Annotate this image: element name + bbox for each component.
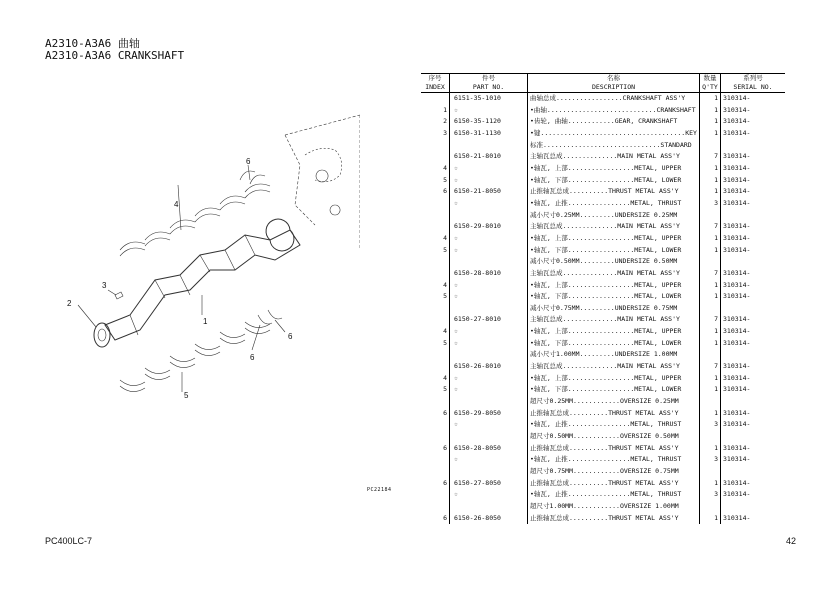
row-serial: 310314- [723,268,751,277]
row-part-no: ☆ [450,245,528,257]
row-qty: 1 [700,280,721,292]
row-index: 6 [421,513,450,525]
col-serial-cn: 系列号 [721,74,786,84]
table-row [421,233,785,245]
table-row [421,466,785,478]
table-row [421,373,785,385]
row-description: •键.....................................KEY [528,128,700,140]
row-index [421,151,450,163]
table-row [421,408,785,420]
row-description: 超尺寸0.50MM............OVERSIZE 0.50MM [528,431,700,443]
table-row [421,454,785,466]
table-row [421,128,785,140]
row-index [421,431,450,443]
row-qty: 1 [700,116,721,128]
row-serial: 310314- [723,292,751,301]
row-qty: 1 [700,175,721,187]
row-qty: 1 [700,163,721,175]
row-serial: 310314- [723,128,751,137]
table-row [421,303,785,315]
row-index [421,210,450,222]
row-part-no: ☆ [450,280,528,292]
row-description: •轴瓦, 止推................METAL, THRUST [528,419,700,431]
table-row [421,478,785,490]
row-description: 减小尺寸0.50MM.........UNDERSIZE 0.50MM [528,256,700,268]
row-qty [700,431,721,443]
row-index: 4 [421,326,450,338]
parts-table [421,73,785,524]
row-serial: 310314- [723,233,751,242]
row-serial: 310314- [723,373,751,382]
row-part-no: 6150-21-8050 [450,186,528,198]
row-description: 减小尺寸1.00MM.........UNDERSIZE 1.00MM [528,349,700,361]
row-serial: 310314- [723,327,751,336]
row-qty: 1 [700,384,721,396]
row-description: •轴瓦, 下部.................METAL, LOWER [528,291,700,303]
row-part-no: 6150-27-8010 [450,314,528,326]
table-row [421,186,785,198]
table-row [421,361,785,373]
row-index [421,198,450,210]
row-qty: 7 [700,151,721,163]
row-serial: 310314- [723,443,751,452]
row-qty: 1 [700,128,721,140]
row-part-no: ☆ [450,105,528,117]
row-serial: 310314- [723,152,751,161]
row-description: •轴瓦, 下部.................METAL, LOWER [528,245,700,257]
table-row [421,256,785,268]
row-index [421,140,450,152]
row-description: •曲轴............................CRANKSHAFT [528,105,700,117]
row-serial: 310314- [723,478,751,487]
row-description: •轴瓦, 下部.................METAL, LOWER [528,384,700,396]
row-part-no: ☆ [450,373,528,385]
key [115,292,123,299]
row-part-no [450,349,528,361]
row-description: •轴瓦, 上部.................METAL, UPPER [528,233,700,245]
table-row [421,268,785,280]
callout-1: 1 [203,317,208,326]
lower-metals [120,322,270,392]
callout-3: 3 [102,281,107,290]
row-serial: 310314- [723,245,751,254]
page-title-cn: A2310-A3A6 曲轴 [45,37,140,50]
row-index: 6 [421,478,450,490]
row-serial: 310314- [723,105,751,114]
thrust-metals-upper [240,171,265,184]
crankshaft-exploded-diagram [60,110,360,410]
row-qty [700,349,721,361]
col-serial-en: SERIAL NO. [721,83,786,93]
table-row [421,338,785,350]
table-row [421,291,785,303]
row-index [421,93,450,105]
row-part-no: 6150-28-8010 [450,268,528,280]
row-index [421,466,450,478]
col-desc-en: DESCRIPTION [528,83,700,93]
table-row [421,384,785,396]
row-serial [721,349,786,361]
row-description: 止推轴瓦总成..........THRUST METAL ASS'Y [528,186,700,198]
table-row [421,105,785,117]
callout-2: 2 [67,299,72,308]
row-part-no [450,303,528,315]
row-description: 曲轴总成.................CRANKSHAFT ASS'Y [528,93,700,105]
row-qty: 3 [700,419,721,431]
row-description: 主轴瓦总成..............MAIN METAL ASS'Y [528,151,700,163]
row-index: 6 [421,186,450,198]
row-index: 5 [421,338,450,350]
row-qty: 7 [700,221,721,233]
row-index: 6 [421,443,450,455]
row-qty [700,256,721,268]
row-description: •轴瓦, 上部.................METAL, UPPER [528,326,700,338]
row-serial [721,303,786,315]
upper-metals [120,184,270,256]
thrust-metals-lower [258,310,282,324]
table-row [421,140,785,152]
table-row [421,163,785,175]
table-row [421,221,785,233]
row-part-no: ☆ [450,338,528,350]
row-index [421,256,450,268]
row-serial: 310314- [723,94,751,102]
row-index: 4 [421,163,450,175]
row-part-no [450,431,528,443]
row-part-no: ☆ [450,419,528,431]
table-row [421,245,785,257]
table-row [421,443,785,455]
row-description: •轴瓦, 上部.................METAL, UPPER [528,373,700,385]
table-row [421,151,785,163]
col-index-en: INDEX [421,83,450,93]
row-part-no [450,256,528,268]
col-partno-en: PART NO. [450,83,528,93]
page-title-en: A2310-A3A6 CRANKSHAFT [45,49,185,62]
row-serial [721,140,786,152]
col-index-cn: 序号 [421,74,450,84]
table-row [421,349,785,361]
row-part-no: ☆ [450,489,528,501]
row-index: 2 [421,116,450,128]
row-index: 1 [421,105,450,117]
row-qty [700,466,721,478]
table-row [421,210,785,222]
row-part-no: 6150-29-8050 [450,408,528,420]
row-description: 止推轴瓦总成..........THRUST METAL ASS'Y [528,513,700,525]
row-serial: 310314- [723,385,751,394]
callout-5: 5 [184,391,189,400]
row-part-no [450,501,528,513]
row-qty: 1 [700,233,721,245]
row-index: 5 [421,245,450,257]
row-index [421,501,450,513]
row-qty: 1 [700,326,721,338]
row-description: •轴瓦, 止推................METAL, THRUST [528,489,700,501]
row-part-no [450,466,528,478]
row-description: 止推轴瓦总成..........THRUST METAL ASS'Y [528,443,700,455]
col-desc-cn: 名称 [528,74,700,84]
table-row [421,116,785,128]
row-qty: 1 [700,478,721,490]
table-row [421,314,785,326]
row-qty: 3 [700,454,721,466]
row-description: •轴瓦, 下部.................METAL, LOWER [528,175,700,187]
row-part-no: 6150-29-8010 [450,221,528,233]
row-serial [721,396,786,408]
table-row [421,175,785,187]
row-serial: 310314- [723,338,751,347]
row-qty [700,140,721,152]
table-row [421,419,785,431]
row-qty [700,396,721,408]
row-qty [700,501,721,513]
row-description: 标准..............................STANDARD [528,140,700,152]
row-index: 5 [421,291,450,303]
row-description: 超尺寸1.00MM............OVERSIZE 1.00MM [528,501,700,513]
row-part-no: 6150-31-1130 [450,128,528,140]
col-qty-en: Q'TY [700,83,721,93]
row-part-no: ☆ [450,454,528,466]
row-serial [721,256,786,268]
table-row [421,280,785,292]
row-qty: 1 [700,291,721,303]
row-description: •轴瓦, 止推................METAL, THRUST [528,198,700,210]
row-part-no [450,140,528,152]
row-description: 主轴瓦总成..............MAIN METAL ASS'Y [528,361,700,373]
row-serial: 310314- [723,408,751,417]
row-description: 超尺寸0.25MM............OVERSIZE 0.25MM [528,396,700,408]
row-part-no [450,396,528,408]
row-serial: 310314- [723,362,751,371]
row-part-no: ☆ [450,291,528,303]
row-part-no: 6150-26-8010 [450,361,528,373]
row-index [421,221,450,233]
page-number: 42 [786,536,797,546]
row-serial [721,466,786,478]
row-index: 6 [421,408,450,420]
row-index: 4 [421,280,450,292]
row-qty: 3 [700,489,721,501]
row-qty: 7 [700,314,721,326]
table-row [421,501,785,513]
row-qty: 1 [700,443,721,455]
row-part-no [450,210,528,222]
row-index: 5 [421,175,450,187]
col-qty-cn: 数量 [700,74,721,84]
callout-4: 4 [174,200,179,209]
row-index [421,396,450,408]
table-row [421,326,785,338]
row-description: 减小尺寸0.75MM.........UNDERSIZE 0.75MM [528,303,700,315]
figure-code: PC22184 [367,487,392,493]
callout-6-right: 6 [288,332,293,341]
row-qty: 7 [700,361,721,373]
row-part-no: 6150-21-8010 [450,151,528,163]
row-qty: 1 [700,513,721,525]
crankshaft-gear [94,323,110,347]
callout-6-mid: 6 [250,353,255,362]
row-serial: 310314- [723,163,751,172]
row-description: 止推轴瓦总成..........THRUST METAL ASS'Y [528,408,700,420]
row-serial: 310314- [723,117,751,126]
row-serial: 310314- [723,187,751,196]
row-index: 4 [421,233,450,245]
row-qty: 7 [700,268,721,280]
row-part-no: 6150-28-8050 [450,443,528,455]
col-partno-cn: 件号 [450,74,528,84]
row-qty [700,303,721,315]
row-qty: 1 [700,373,721,385]
row-serial [721,501,786,513]
row-index [421,419,450,431]
row-description: •轴瓦, 上部.................METAL, UPPER [528,280,700,292]
row-description: 超尺寸0.75MM............OVERSIZE 0.75MM [528,466,700,478]
row-serial: 310314- [723,280,751,289]
row-serial [721,431,786,443]
row-description: •轴瓦, 下部.................METAL, LOWER [528,338,700,350]
row-description: •轴瓦, 上部.................METAL, UPPER [528,163,700,175]
row-serial: 310314- [723,420,751,429]
row-part-no: ☆ [450,175,528,187]
row-description: •轴瓦, 止推................METAL, THRUST [528,454,700,466]
row-part-no: ☆ [450,163,528,175]
table-row [421,198,785,210]
row-description: 主轴瓦总成..............MAIN METAL ASS'Y [528,314,700,326]
row-part-no: 6150-26-8050 [450,513,528,525]
row-qty: 3 [700,198,721,210]
row-index [421,489,450,501]
footer-model: PC400LC-7 [45,536,93,546]
row-part-no: ☆ [450,326,528,338]
row-index [421,454,450,466]
row-qty: 1 [700,338,721,350]
row-description: 主轴瓦总成..............MAIN METAL ASS'Y [528,268,700,280]
row-index [421,303,450,315]
row-index: 5 [421,384,450,396]
row-index [421,349,450,361]
row-serial: 310314- [723,222,751,231]
row-qty: 1 [700,408,721,420]
row-part-no: 6151-35-1010 [450,93,528,105]
row-description: 减小尺寸0.25MM.........UNDERSIZE 0.25MM [528,210,700,222]
table-row [421,489,785,501]
row-part-no: ☆ [450,233,528,245]
row-index [421,268,450,280]
row-serial [721,210,786,222]
row-serial: 310314- [723,455,751,464]
row-serial: 310314- [723,513,751,522]
row-serial: 310314- [723,198,751,207]
row-description: 主轴瓦总成..............MAIN METAL ASS'Y [528,221,700,233]
table-row [421,396,785,408]
row-serial: 310314- [723,490,751,499]
row-qty: 1 [700,105,721,117]
row-index [421,314,450,326]
row-qty: 1 [700,186,721,198]
row-description: •齿轮, 曲轴............GEAR, CRANKSHAFT [528,116,700,128]
row-index: 4 [421,373,450,385]
table-row [421,431,785,443]
row-part-no: ☆ [450,384,528,396]
row-part-no: 6150-35-1120 [450,116,528,128]
row-qty: 1 [700,93,721,105]
row-serial: 310314- [723,175,751,184]
table-row [421,93,785,105]
row-index [421,361,450,373]
row-qty: 1 [700,245,721,257]
row-qty [700,210,721,222]
row-part-no: 6150-27-8050 [450,478,528,490]
row-serial: 310314- [723,315,751,324]
table-row [421,513,785,525]
callout-6-top: 6 [246,157,251,166]
row-part-no: ☆ [450,198,528,210]
row-description: 止推轴瓦总成..........THRUST METAL ASS'Y [528,478,700,490]
row-index: 3 [421,128,450,140]
